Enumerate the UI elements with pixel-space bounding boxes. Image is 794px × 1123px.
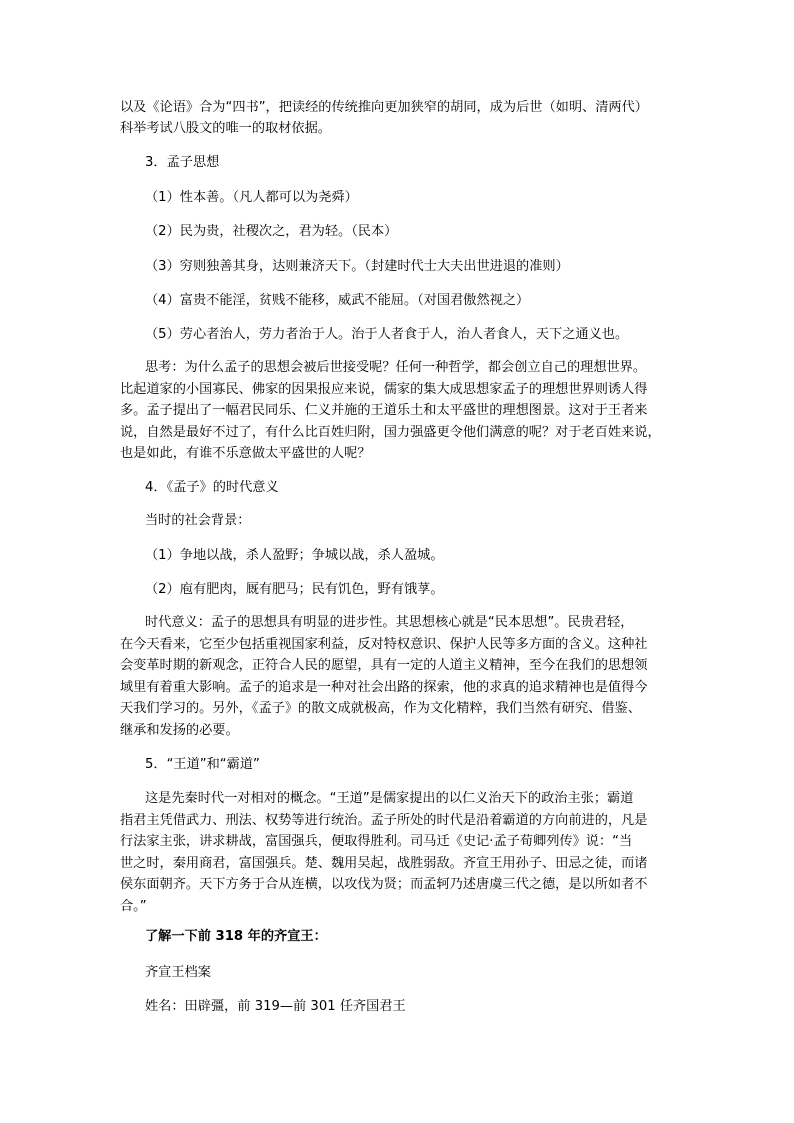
paragraph-line: 当时的社会背景： <box>145 513 251 528</box>
list-item: （2）庖有肥肉，厩有肥马；民有饥色，野有饿莩。 <box>145 582 444 597</box>
paragraph-line: 世之时，秦用商君，富国强兵。楚、魏用吴起，战胜弱敌。齐宣王用孙子、田忌之徒，而诸 <box>120 856 648 871</box>
section-heading: 5．“王道”和“霸道” <box>145 757 260 772</box>
paragraph-line: 齐宣王档案 <box>145 965 211 980</box>
paragraph-line: 时代意义：孟子的思想具有明显的进步性。其思想核心就是“民本思想”。民贵君轻， <box>145 615 634 630</box>
paragraph-line: 这是先秦时代一对相对的概念。“王道”是儒家提出的以仁义治天下的政治主张；霸道 <box>145 791 634 806</box>
list-item: （1）争地以战，杀人盈野；争城以战，杀人盈城。 <box>145 548 444 563</box>
paragraph-line: 多。孟子提出了一幅君民同乐、仁义并施的王道乐土和太平盛世的理想图景。这对于王者来 <box>120 403 648 418</box>
paragraph-line: 科举考试八股文的唯一的取材依据。 <box>120 121 331 136</box>
paragraph-line: 以及《论语》合为“四书”，把读经的传统推向更加狭窄的胡同，成为后世（如明、清两代） <box>120 100 648 115</box>
paragraph-line: 也是如此，有谁不乐意做太平盛世的人呢？ <box>120 446 371 461</box>
list-item: （2）民为贵，社稷次之，君为轻。（民本） <box>145 224 398 239</box>
paragraph-line: 指君主凭借武力、刑法、权势等进行统治。孟子所处的时代是沿着霸道的方向前进的，凡是 <box>120 813 648 828</box>
paragraph-line: 说，自然是最好不过了，有什么比百姓归附，国力强盛更令他们满意的呢？对于老百姓来说， <box>120 425 661 440</box>
paragraph-line: 姓名：田辟彊，前 319—前 301 任齐国君王 <box>145 999 406 1014</box>
list-item: （4）富贵不能淫，贫贱不能移，威武不能屈。（对国君傲然视之） <box>145 293 530 308</box>
paragraph-line: 合。” <box>120 899 147 914</box>
paragraph-line: 域里有着重大影响。孟子的追求是一种对社会出路的探索，他的求真的追求精神也是值得今 <box>120 680 648 695</box>
paragraph-line: 侯东面朝齐。天下方务于合从连横，以攻伐为贤；而孟轲乃述唐虞三代之德，是以所如者不 <box>120 877 648 892</box>
paragraph-line: 会变革时期的新观念，正符合人民的愿望，具有一定的人道主义精神，至今在我们的思想领 <box>120 658 648 673</box>
bold-heading: 了解一下前 318 年的齐宣王： <box>145 929 327 944</box>
paragraph-line: 思考：为什么孟子的思想会被后世接受呢？任何一种哲学，都会创立自己的理想世界。 <box>145 360 647 375</box>
paragraph-line: 在今天看来，它至少包括重视国家利益，反对特权意识、保护人民等多方面的含义。这种社 <box>120 637 648 652</box>
paragraph-line: 行法家主张，讲求耕战，富国强兵，便取得胜利。司马迁《史记·孟子荀卿列传》说：“当 <box>120 834 633 849</box>
list-item: （1）性本善。（凡人都可以为尧舜） <box>145 190 358 205</box>
list-item: （3）穷则独善其身，达则兼济天下。（封建时代士大夫出世进退的准则） <box>145 259 569 274</box>
section-heading: 4．《孟子》的时代意义 <box>145 480 279 495</box>
paragraph-line: 比起道家的小国寡民、佛家的因果报应来说，儒家的集大成思想家孟子的理想世界则诱人得 <box>120 382 648 397</box>
paragraph-line: 继承和发扬的必要。 <box>120 723 239 738</box>
list-item: （5）劳心者治人，劳力者治于人。治于人者食于人，治人者食人，天下之通义也。 <box>145 327 629 342</box>
paragraph-line: 天我们学习的。另外，《孟子》的散文成就极高，作为文化精粹，我们当然有研究、借鉴、 <box>120 701 641 716</box>
section-heading: 3．孟子思想 <box>145 155 220 170</box>
